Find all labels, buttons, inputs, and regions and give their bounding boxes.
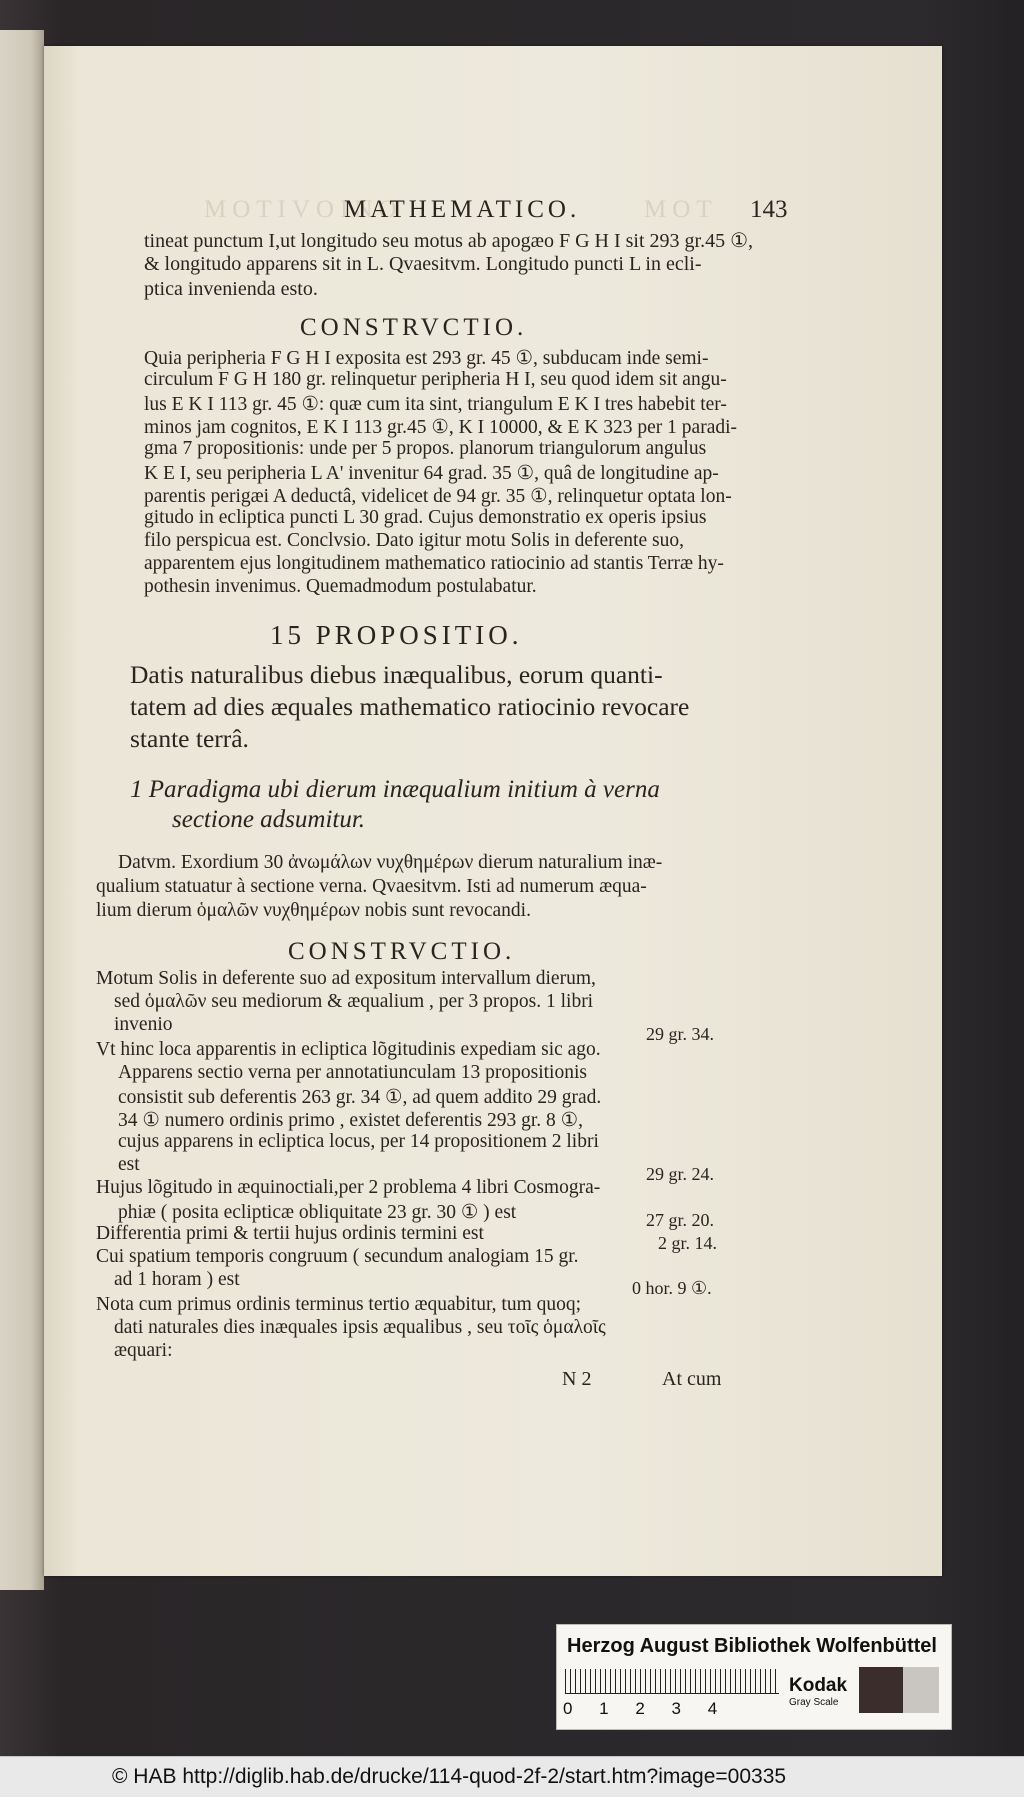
constructio-line: Quia peripheria F G H I exposita est 293 gr. 45 ①, subducam inde semi- [144, 348, 709, 369]
value-cell: 0 hor. 9 ①. [632, 1278, 712, 1298]
scale-ruler [565, 1669, 779, 1694]
page-number: 143 [750, 196, 788, 223]
constructio-line: cujus apparens in ecliptica locus, per 14 propositionem 2 libri [118, 1131, 599, 1152]
datum-line: Datvm. Exordium 30 ἀνωμάλων νυχθημέρων dierum naturalium inæ- [118, 852, 663, 873]
constructio-line: Hujus lõgitudo in æquinoctiali,per 2 problema 4 libri Cosmogra- [96, 1177, 601, 1198]
constructio-line: est [118, 1154, 140, 1175]
intro-line: tineat punctum I,ut longitudo seu motus ab apogæo F G H I sit 293 gr.45 ①, [144, 230, 754, 252]
constructio-line: phiæ ( posita eclipticæ obliquitate 23 gr. 30 ① ) est [118, 1202, 517, 1223]
value-cell: 2 gr. 14. [658, 1233, 718, 1253]
datum-line: qualium statuatur à sectione verna. Qvaesitvm. Isti ad numerum æqua- [96, 876, 647, 897]
constructio-line: Differentia primi & tertii hujus ordinis termini est [96, 1223, 484, 1244]
previous-page-edge [0, 30, 44, 1590]
constructio-line: apparentem ejus longitudinem mathematico ratiocinio ad stantis Terræ hy- [144, 553, 724, 574]
copyright-footer [0, 1756, 1024, 1797]
intro-line: ptica invenienda esto. [144, 278, 318, 300]
value-cell: 27 gr. 20. [646, 1210, 715, 1230]
constructio-line: circulum F G H 180 gr. relinquetur peripheria H I, seu quod idem sit angu- [144, 369, 727, 390]
kodak-brand: Kodak [789, 1675, 848, 1696]
enunciation-line: stante terrâ. [130, 724, 249, 753]
constructio-line: minos jam cognitos, E K I 113 gr.45 ①, K I 10000, & E K 323 per 1 paradi- [144, 417, 738, 438]
paradigm-title: 1 Paradigma ubi dierum inæqualium initium à verna [130, 776, 660, 803]
constructio-line: parentis perigæi A deductâ, videlicet de 94 gr. 35 ①, relinquetur optata lon- [144, 486, 732, 507]
intro-line: & longitudo apparens sit in L. Qvaesitvm. Longitudo puncti L in ecli- [144, 253, 702, 275]
constructio-line: dati naturales dies inæquales ipsis æqualibus , seu τοῖς ὁμαλοῖς [114, 1317, 606, 1338]
running-head: MATHEMATICO. [344, 196, 581, 223]
datum-line: lium dierum ὁμαλῶν νυχθημέρων nobis sunt revocandi. [96, 900, 531, 921]
library-name: Herzog August Bibliothek Wolfenbüttel [567, 1635, 937, 1657]
constructio-line: Motum Solis in deferente suo ad expositum intervallum dierum, [96, 968, 596, 989]
constructio-line: sed ὁμαλῶν seu mediorum & æqualium , per 3 propos. 1 libri [114, 991, 594, 1012]
constructio-heading: CONSTRVCTIO. [300, 314, 528, 341]
ruler-numbers: 0 1 2 3 4 [563, 1699, 718, 1718]
constructio-line: filo perspicua est. Conclvsio. Dato igitur motu Solis in deferente suo, [144, 530, 684, 551]
signature-mark: N 2 [562, 1368, 592, 1390]
enunciation-line: Datis naturalibus diebus inæqualibus, eorum quanti- [130, 660, 663, 689]
gray-patch-light [903, 1667, 939, 1713]
show-through-text-right: MOT [644, 196, 718, 223]
value-cell: 29 gr. 24. [646, 1164, 715, 1184]
constructio-line: æquari: [114, 1340, 173, 1361]
constructio-line: consistit sub deferentis 263 gr. 34 ①, ad quem addito 29 grad. [118, 1087, 602, 1108]
constructio-line: lus E K I 113 gr. 45 ①: quæ cum ita sint, triangulum E K I tres habebit ter- [144, 394, 727, 415]
value-cell: 29 gr. 34. [646, 1024, 715, 1044]
constructio-line: gma 7 propositionis: unde per 5 propos. planorum triangulorum angulus [144, 438, 707, 459]
constructio-line: 34 ① numero ordinis primo , existet deferentis 293 gr. 8 ①, [118, 1110, 583, 1131]
constructio-line: K E I, seu peripheria L A' invenitur 64 grad. 35 ①, quâ de longitudine ap- [144, 463, 719, 484]
gray-patch-dark [859, 1667, 903, 1713]
gray-scale-label: Gray Scale [789, 1697, 839, 1708]
constructio-line: invenio [114, 1014, 173, 1035]
enunciation-line: tatem ad dies æquales mathematico ratiocinio revocare [130, 692, 690, 721]
color-scale-target [556, 1624, 952, 1730]
show-through-text-left: MOTIVOINO [204, 196, 403, 223]
footer-text: © HAB http://diglib.hab.de/drucke/114-quod-2f-2/start.htm?image=00335 [112, 1765, 787, 1788]
catchword: At cum [662, 1368, 722, 1390]
constructio-line: ad 1 horam ) est [114, 1269, 240, 1290]
paradigm-title: sectione adsumitur. [172, 806, 366, 833]
constructio-line: Cui spatium temporis congruum ( secundum analogiam 15 gr. [96, 1246, 579, 1267]
constructio-line: gitudo in ecliptica puncti L 30 grad. Cujus demonstratio ex operis ipsius [144, 507, 707, 528]
constructio-line: Nota cum primus ordinis terminus tertio æquabitur, tum quoq; [96, 1294, 582, 1315]
constructio-line: Vt hinc loca apparentis in ecliptica lõgitudinis expediam sic ago. [96, 1039, 601, 1060]
book-page [44, 46, 942, 1576]
constructio-line: pothesin invenimus. Quemadmodum postulabatur. [144, 576, 537, 597]
constructio-heading: CONSTRVCTIO. [288, 938, 516, 965]
constructio-line: Apparens sectio verna per annotatiunculam 13 propositionis [118, 1062, 587, 1083]
proposition-title: 15 PROPOSITIO. [270, 620, 523, 650]
